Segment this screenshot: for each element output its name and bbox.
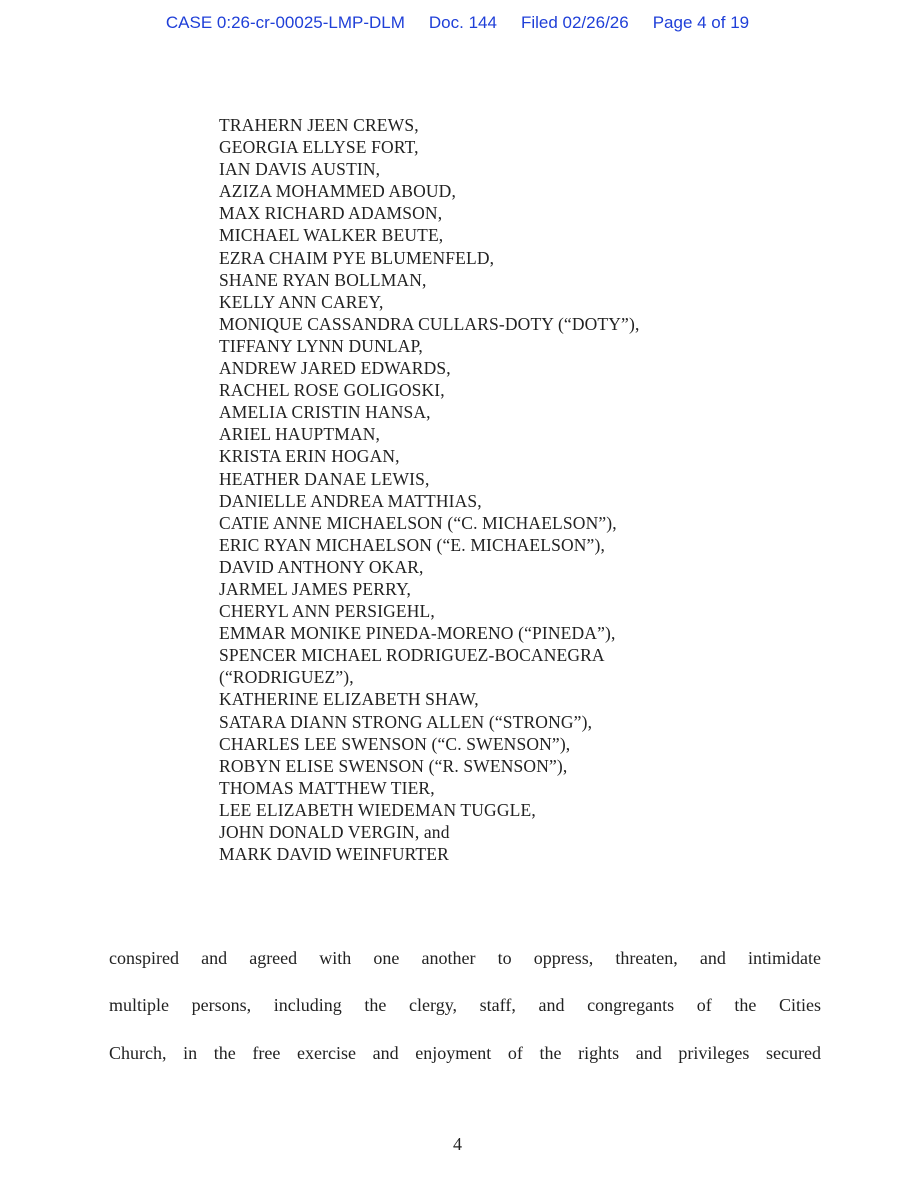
defendant-name: DANIELLE ANDREA MATTHIAS, [219,490,482,511]
defendant-name: CHARLES LEE SWENSON (“C. SWENSON”), [219,733,571,754]
page-count: Page 4 of 19 [652,13,750,32]
defendant-name: JARMEL JAMES PERRY, [219,578,412,599]
defendant-name: KELLY ANN CAREY, [219,291,384,312]
defendant-name: ERIC RYAN MICHAELSON (“E. MICHAELSON”), [219,534,605,555]
case-number: CASE 0:26-cr-00025-LMP-DLM [165,13,405,32]
defendant-name: IAN DAVIS AUSTIN, [219,159,381,180]
defendant-name: ARIEL HAUPTMAN, [219,424,381,445]
body-line: conspired and agreed with one another to oppress, threaten, and intimidate [109,948,821,968]
document-number: Doc. 144 [428,13,497,32]
defendant-name: MICHAEL WALKER BEUTE, [219,225,444,246]
defendant-name: KATHERINE ELIZABETH SHAW, [219,689,479,710]
defendant-name: ROBYN ELISE SWENSON (“R. SWENSON”), [219,755,568,776]
defendant-name: EMMAR MONIKE PINEDA-MORENO (“PINEDA”), [219,623,616,644]
defendant-name: TIFFANY LYNN DUNLAP, [219,335,423,356]
defendant-name: MONIQUE CASSANDRA CULLARS-DOTY (“DOTY”), [219,313,640,334]
defendant-name: CATIE ANNE MICHAELSON (“C. MICHAELSON”), [219,512,617,533]
defendant-name: KRISTA ERIN HOGAN, [219,446,400,467]
defendant-name: GEORGIA ELLYSE FORT, [219,137,419,158]
defendant-name: AMELIA CRISTIN HANSA, [219,402,431,423]
defendant-name: DAVID ANTHONY OKAR, [219,556,424,577]
body-line: multiple persons, including the clergy, staff, and congregants of the Cities [109,995,821,1015]
defendant-name: MARK DAVID WEINFURTER [219,844,449,865]
defendant-name: SHANE RYAN BOLLMAN, [219,269,427,290]
defendant-name: SPENCER MICHAEL RODRIGUEZ-BOCANEGRA [219,645,605,666]
defendant-name: JOHN DONALD VERGIN, and [219,822,450,842]
filed-date: Filed 02/26/26 [520,13,629,32]
defendant-name: TRAHERN JEEN CREWS, [219,115,419,135]
defendant-name: AZIZA MOHAMMED ABOUD, [219,181,456,202]
page-number: 4 [453,1134,462,1154]
defendant-name: RACHEL ROSE GOLIGOSKI, [219,380,445,401]
filing-header [0,13,915,33]
defendant-name: HEATHER DANAE LEWIS, [219,468,430,489]
defendant-name: MAX RICHARD ADAMSON, [219,203,443,224]
defendant-name: (“RODRIGUEZ”), [219,667,354,688]
defendant-name: SATARA DIANN STRONG ALLEN (“STRONG”), [219,711,593,732]
body-line: Church, in the free exercise and enjoyment of the rights and privileges secured [109,1043,821,1063]
defendant-name: ANDREW JARED EDWARDS, [219,358,451,379]
defendant-name: THOMAS MATTHEW TIER, [219,777,435,798]
defendant-names-list [219,114,639,865]
defendant-name: CHERYL ANN PERSIGEHL, [219,601,435,622]
defendant-name: LEE ELIZABETH WIEDEMAN TUGGLE, [219,799,536,820]
defendant-name: EZRA CHAIM PYE BLUMENFELD, [219,247,495,268]
